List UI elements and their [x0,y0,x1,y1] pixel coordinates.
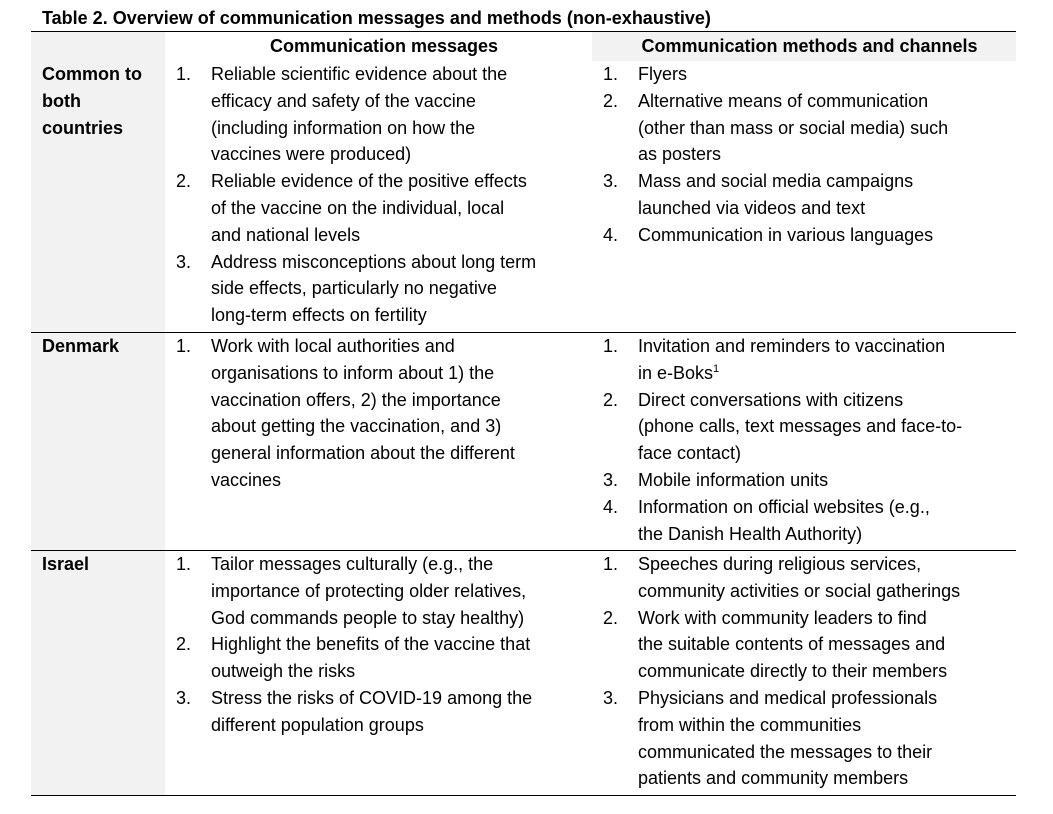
list-item-line [638,605,1016,632]
list-item-line [638,360,1016,387]
row-label-line: both [42,91,81,111]
table-row [31,61,1016,332]
list-item-line [211,249,592,276]
list-item-number: 3. [603,469,619,490]
list-item-line [638,658,1016,685]
list-item-line-text: Reliable evidence of the positive effects [211,171,527,192]
list-item [603,605,1016,685]
table-caption: Table 2. Overview of communication messages and methods (non-exhaustive) [42,8,711,28]
list-item-line [638,440,1016,467]
list-item-line [211,302,592,329]
list-item-line-text: Stress the risks of COVID-19 among the [211,687,533,708]
list-item [176,333,592,494]
list-item-text [638,494,1016,548]
list-item-number: 1. [176,64,192,84]
list-item-line [638,631,1016,658]
list-item-text [638,333,1016,387]
list-item-line-text: Reliable scientific evidence about the [211,64,508,84]
list-item-line-text: vaccines were produced) [211,144,412,165]
list-item [603,88,1016,168]
list-item [176,168,592,248]
list-item-line [211,88,592,115]
list-item-line [638,685,1016,712]
row-label-cell [31,333,165,550]
list-item-text [638,551,1016,605]
list-item [176,685,592,739]
list-item-number: 3. [176,687,192,708]
list-item-line-text: Work with community leaders to find [638,607,927,628]
list-item-line-text: God commands people to stay healthy) [211,607,525,628]
header-cell-country [31,32,165,61]
list-item-line-text: communicate directly to their members [638,661,948,682]
methods-cell [592,61,1016,332]
list-item-line-text: Communication in various languages [638,224,934,245]
list-item-line-text: Direct conversations with citizens [638,389,904,410]
list-item [176,61,592,168]
list-item-line-text: community activities or social gatherings [638,580,961,601]
list-item [603,222,1016,249]
footnote-marker: 1 [713,362,720,375]
list-item-line-text: patients and community members [638,768,909,789]
row-label-cell [31,61,165,332]
list-item [603,551,1016,605]
list-item-line [638,551,1016,578]
list-item-line-text: efficacy and safety of the vaccine [211,90,476,111]
list-item [603,685,1016,792]
list-item-line [211,222,592,249]
list-item-number: 4. [603,496,619,517]
list-item-line-text: in e-Boks [638,362,714,383]
list-item-line-text: Flyers [638,64,687,84]
list-item-line-text: communicated the messages to their [638,741,933,762]
list-item-text [211,249,592,329]
header-cell-messages: Communication messages [165,32,592,61]
list-item-text [211,333,592,494]
list-item-line-text: as posters [638,144,722,165]
table-row [31,333,1016,550]
list-item-line-text: outweigh the risks [211,661,356,682]
list-item-text [211,631,592,685]
list-item-line [638,222,1016,249]
list-item-text [638,387,1016,467]
header-cell-methods: Communication methods and channels [592,32,1016,61]
list-item-text [638,222,1016,249]
list-item-number: 1. [176,554,192,574]
list-item-line-text: vaccination offers, 2) the importance [211,389,501,410]
list-item-line-text: Information on official websites (e.g., [638,496,930,517]
methods-cell-list [603,333,1016,547]
list-item-line [211,413,592,440]
list-item-line-text: about getting the vaccination, and 3) [211,416,502,437]
list-item-line-text: of the vaccine on the individual, local [211,197,505,218]
list-item-number: 2. [176,634,192,655]
list-item-line-text: different population groups [211,714,424,735]
list-item-line-text: general information about the different [211,443,515,464]
list-item-line-text: Work with local authorities and [211,336,455,356]
list-item-line [211,333,592,360]
methods-cell-list [603,551,1016,792]
list-item-line [638,467,1016,494]
list-item [176,551,592,631]
list-item-line [638,387,1016,414]
list-item-number: 2. [603,90,619,111]
list-item-line [638,765,1016,792]
list-item [603,494,1016,548]
list-item-line-text: Mass and social media campaigns [638,171,914,192]
list-item-line-text: Highlight the benefits of the vaccine that [211,634,531,655]
list-item-number: 3. [603,171,619,192]
list-item [603,387,1016,467]
list-item-number: 1. [603,64,619,84]
messages-cell [165,333,592,550]
row-label-line: Israel [42,554,90,574]
list-item-line [638,333,1016,360]
list-item-text [638,88,1016,168]
list-item [603,333,1016,387]
list-item-number: 1. [603,336,619,356]
list-item-line-text: face contact) [638,443,742,464]
list-item-line-text: long-term effects on fertility [211,305,427,326]
row-label-line: Denmark [42,336,120,356]
list-item-line [211,440,592,467]
table-row [31,551,1016,795]
list-item-line-text: importance of protecting older relatives, [211,580,527,601]
list-item-number: 3. [603,687,619,708]
list-item-line [211,275,592,302]
list-item-line-text: (other than mass or social media) such [638,117,949,138]
table-header-row [31,32,1016,61]
list-item-line [211,578,592,605]
list-item-text [638,61,1016,88]
list-item-line-text: Alternative means of communication [638,90,929,111]
list-item-line-text: the suitable contents of messages and [638,634,946,655]
list-item-number: 2. [603,389,619,410]
list-item-line [638,61,1016,88]
list-item-text [211,61,592,168]
messages-cell [165,61,592,332]
list-item [603,61,1016,88]
list-item [176,249,592,329]
list-item-line-text: Physicians and medical professionals [638,687,938,708]
table-body [31,61,1016,796]
list-item-text [638,685,1016,792]
list-item-line-text: Speeches during religious services, [638,554,922,574]
methods-cell [592,551,1016,795]
list-item-line-text: (phone calls, text messages and face-to- [638,416,963,437]
row-divider [31,795,1016,796]
methods-cell-list [603,61,1016,249]
list-item-line-text: (including information on how the [211,117,476,138]
overview-table [31,31,1016,796]
row-label-cell [31,551,165,795]
list-item-text [638,168,1016,222]
list-item-text [211,551,592,631]
list-item-line-text: side effects, particularly no negative [211,278,497,299]
list-item-line [211,631,592,658]
list-item-line [211,658,592,685]
list-item-number: 2. [603,607,619,628]
list-item-text [638,605,1016,685]
list-item-line [211,168,592,195]
list-item-line [638,168,1016,195]
list-item-text [211,685,592,739]
list-item-line [211,551,592,578]
list-item-line-text: Invitation and reminders to vaccination [638,336,946,356]
list-item-text [638,467,1016,494]
list-item [176,631,592,685]
list-item-line [211,387,592,414]
list-item-line-text: organisations to inform about 1) the [211,362,495,383]
list-item-number: 4. [603,224,619,245]
list-item-line [211,712,592,739]
list-item-line [638,578,1016,605]
list-item-line [211,61,592,88]
list-item-line [638,195,1016,222]
list-item-line [211,195,592,222]
list-item-line-text: Address misconceptions about long term [211,251,537,272]
list-item-number: 3. [176,251,192,272]
list-item-line-text: vaccines [211,469,282,490]
list-item-line [638,88,1016,115]
list-item-line [638,494,1016,521]
list-item-line [638,521,1016,548]
list-item-line [638,712,1016,739]
list-item-line-text: and national levels [211,224,361,245]
list-item-line-text: launched via videos and text [638,197,866,218]
list-item [603,467,1016,494]
list-item-line [211,685,592,712]
messages-cell-list [176,551,592,739]
list-item-number: 2. [176,171,192,192]
list-item-line [211,115,592,142]
list-item-line [638,115,1016,142]
list-item-line [638,413,1016,440]
list-item-line-text: the Danish Health Authority) [638,523,863,544]
list-item [603,168,1016,222]
list-item-line [211,141,592,168]
messages-cell [165,551,592,795]
row-label-line: Common to [42,64,142,84]
list-item-line [211,605,592,632]
list-item-number: 1. [176,336,192,356]
list-item-line [638,739,1016,766]
list-item-line [211,467,592,494]
list-item-text [211,168,592,248]
list-item-number: 1. [603,554,619,574]
row-label-line: countries [42,118,124,138]
list-item-line-text: Mobile information units [638,469,829,490]
list-item-line [211,360,592,387]
list-item-line [638,141,1016,168]
messages-cell-list [176,333,592,494]
messages-cell-list [176,61,592,329]
methods-cell [592,333,1016,550]
list-item-line-text: from within the communities [638,714,862,735]
list-item-line-text: Tailor messages culturally (e.g., the [211,554,494,574]
